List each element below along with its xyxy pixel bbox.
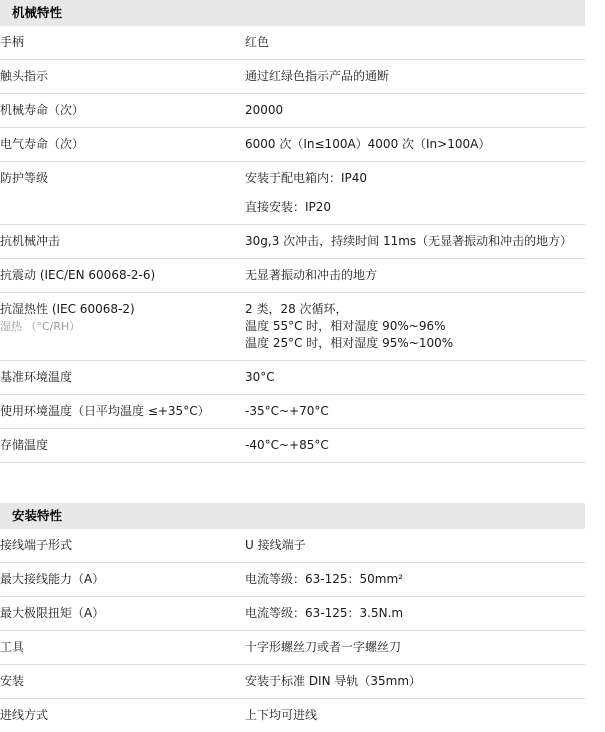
- row-value: 30°C: [245, 361, 585, 395]
- row-label: 工具: [0, 631, 245, 665]
- row-value: 6000 次（In≤100A）4000 次（In>100A）: [245, 128, 585, 162]
- row-value: 30g,3 次冲击，持续时间 11ms（无显著振动和冲击的地方）: [245, 225, 585, 259]
- table-row: [0, 361, 585, 395]
- row-label: 机械寿命（次）: [0, 94, 245, 128]
- table-row: [0, 259, 585, 293]
- row-label: 基准环境温度: [0, 361, 245, 395]
- section-title-installation: 安装特性: [0, 503, 585, 529]
- row-label: 存储温度: [0, 429, 245, 463]
- section-gap: [0, 463, 605, 503]
- table-row: [0, 162, 585, 225]
- table-row: [0, 597, 585, 631]
- spec-table-mechanical: [0, 26, 585, 463]
- row-label-main: 抗湿热性 (IEC 60068-2): [0, 301, 245, 318]
- row-label-sub: 湿热 （°C/RH）: [0, 318, 245, 335]
- row-value: 通过红绿色指示产品的通断: [245, 60, 585, 94]
- row-value: -40°C~+85°C: [245, 429, 585, 463]
- table-row: [0, 395, 585, 429]
- section-installation: [0, 503, 585, 732]
- row-label: 使用环境温度（日平均温度 ≤+35°C）: [0, 395, 245, 429]
- table-row: [0, 529, 585, 563]
- table-row: [0, 225, 585, 259]
- row-value: 电流等级：63-125：50mm²: [245, 563, 585, 597]
- row-value: 电流等级：63-125：3.5N.m: [245, 597, 585, 631]
- table-row: [0, 699, 585, 732]
- row-label: 电气寿命（次）: [0, 128, 245, 162]
- row-label: 安装: [0, 665, 245, 699]
- row-label: 最大极限扭矩（A）: [0, 597, 245, 631]
- row-value: [245, 162, 585, 225]
- table-row: [0, 563, 585, 597]
- row-label: 接线端子形式: [0, 529, 245, 563]
- table-row: [0, 26, 585, 60]
- row-label: 抗震动 (IEC/EN 60068-2-6): [0, 259, 245, 293]
- table-row: [0, 429, 585, 463]
- table-row: [0, 128, 585, 162]
- row-value: 20000: [245, 94, 585, 128]
- row-value-line: 温度 25°C 时，相对湿度 95%~100%: [245, 335, 585, 352]
- section-title-mechanical: 机械特性: [0, 0, 585, 26]
- table-row: [0, 293, 585, 361]
- row-label: 抗机械冲击: [0, 225, 245, 259]
- row-value-line: 安装于配电箱内：IP40: [245, 170, 585, 187]
- row-label: 手柄: [0, 26, 245, 60]
- row-label: 触头指示: [0, 60, 245, 94]
- row-label: 最大接线能力（A）: [0, 563, 245, 597]
- row-value: 无显著振动和冲击的地方: [245, 259, 585, 293]
- row-label: 进线方式: [0, 699, 245, 732]
- table-row: [0, 631, 585, 665]
- row-label: 防护等级: [0, 162, 245, 225]
- table-row: [0, 60, 585, 94]
- row-value: -35°C~+70°C: [245, 395, 585, 429]
- row-value: 红色: [245, 26, 585, 60]
- row-value: 安装于标准 DIN 导轨（35mm）: [245, 665, 585, 699]
- row-value-line: 温度 55°C 时，相对湿度 90%~96%: [245, 318, 585, 335]
- row-value: U 接线端子: [245, 529, 585, 563]
- row-value: 上下均可进线: [245, 699, 585, 732]
- table-row: [0, 94, 585, 128]
- row-label: [0, 293, 245, 361]
- table-row: [0, 665, 585, 699]
- row-value-line: 2 类，28 次循环，: [245, 301, 585, 318]
- spec-table-installation: [0, 529, 585, 732]
- row-value-line: 直接安装：IP20: [245, 199, 585, 216]
- row-value: [245, 293, 585, 361]
- row-value: 十字形螺丝刀或者一字螺丝刀: [245, 631, 585, 665]
